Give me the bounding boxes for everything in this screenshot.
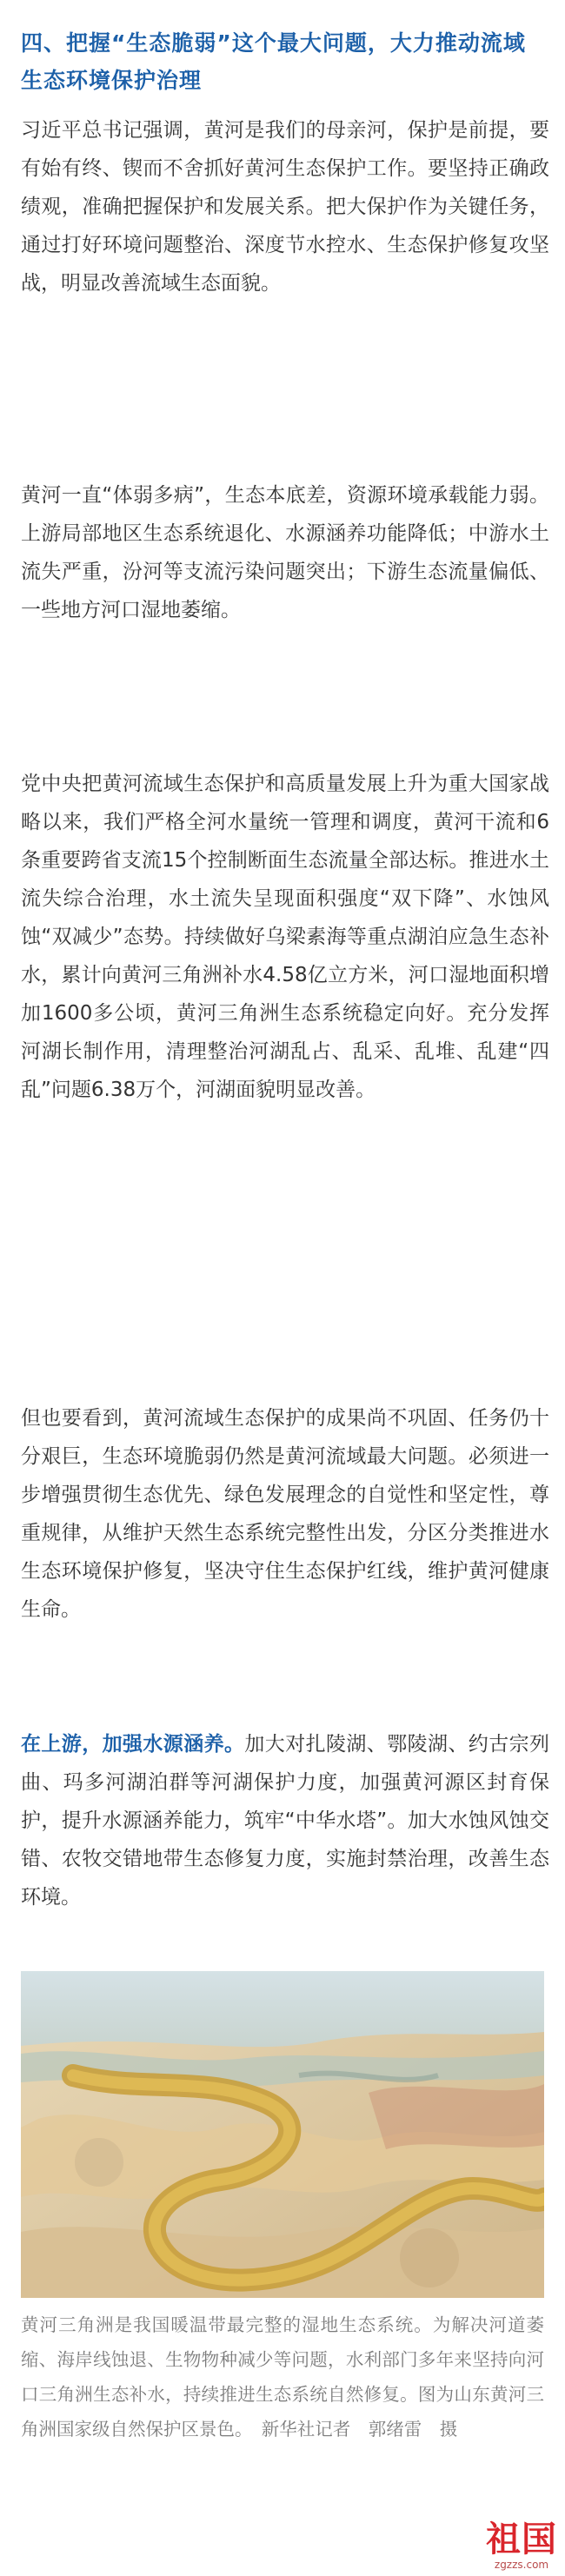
logo-url: zgzzs.com xyxy=(494,2559,549,2571)
site-watermark xyxy=(482,2520,562,2571)
upstream-body: 加大对扎陵湖、鄂陵湖、约古宗列曲、玛多河湖泊群等河湖保护力度，加强黄河源区封育保护，提升水源涵养能力，筑牢“中华水塔”。加大水蚀风蚀交错、农牧交错地带生态修复力度，实施封禁治理，改善生态环境。 xyxy=(21,1733,550,1909)
paragraph-intro: 习近平总书记强调，黄河是我们的母亲河，保护是前提，要有始有终、锲而不舍抓好黄河生态保护工作。要坚持正确政绩观，准确把握保护和发展关系。把大保护作为关键任务，通过打好环境问题整治、深度节水控水、生态保护修复攻坚战，明显改善流域生态面貌。 xyxy=(21,119,549,295)
paragraph-challenges: 但也要看到，黄河流域生态保护的成果尚不巩固、任务仍十分艰巨，生态环境脆弱仍然是黄河流域最大问题。必须进一步增强贯彻生态优先、绿色发展理念的自觉性和坚定性，尊重规律，从维护天然生态系统完整性出发，分区分类推进水生态环境保护修复，坚决守住生态保护红线，维护黄河健康生命。 xyxy=(21,1407,549,1621)
upstream-lead: 在上游，加强水源涵养。 xyxy=(21,1733,245,1756)
paragraph-achievements: 党中央把黄河流域生态保护和高质量发展上升为重大国家战略以来，我们严格全河水量统一管理和调度，黄河干流和6条重要跨省支流15个控制断面生态流量全部达标。推进水土流失综合治理，水土流失呈现面积强度“双下降”、水蚀风蚀“双减少”态势。持续做好乌梁素海等重点湖泊应急生态补水，累计向黄河三角洲补水4.58亿立方米，河口湿地面积增加1600多公顷，黄河三角洲生态系统稳定向好。充分发挥河湖长制作用，清理整治河湖乱占、乱采、乱堆、乱建“四乱”问题6.38万个，河湖面貌明显改善。 xyxy=(21,773,549,1101)
paragraph-problems: 黄河一直“体弱多病”，生态本底差，资源环境承载能力弱。上游局部地区生态系统退化、水源涵养功能降低；中游水土流失严重，汾河等支流污染问题突出；下游生态流量偏低、一些地方河口湿地萎缩。 xyxy=(21,484,549,621)
yellow-river-delta-photo xyxy=(21,1971,544,2298)
logo-mark: 祖国 xyxy=(486,2519,557,2559)
section-heading: 四、把握“生态脆弱”这个最大问题，大力推动流域生态环境保护治理 xyxy=(21,30,526,93)
paragraph-upstream xyxy=(21,1725,549,1916)
photo-caption: 黄河三角洲是我国暖温带最完整的湿地生态系统。为解决河道萎缩、海岸线蚀退、生物物种减少等问题，水利部门多年来坚持向河口三角洲生态补水，持续推进生态系统自然修复。图为山东黄河三角洲国家级自然保护区景色。 新华社记者 郭绪雷 摄 xyxy=(21,2314,544,2440)
